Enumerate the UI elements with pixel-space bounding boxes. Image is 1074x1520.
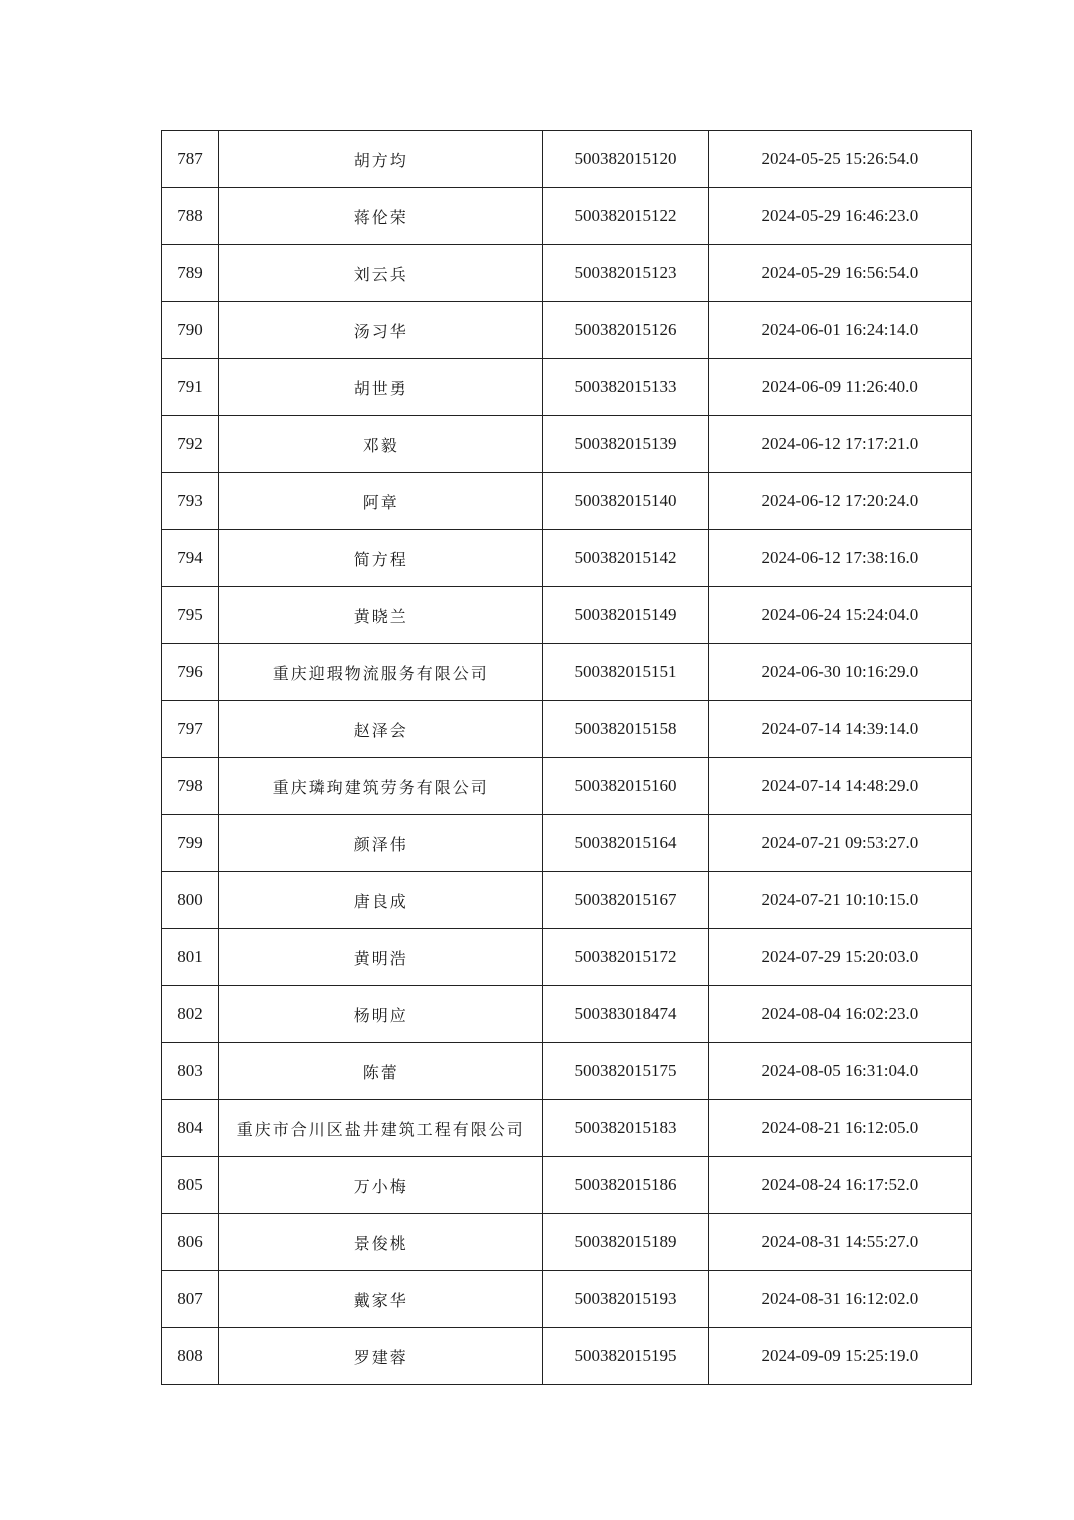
name-cell: 汤习华 — [219, 302, 543, 359]
name-cell: 陈蕾 — [219, 1043, 543, 1100]
row-number-cell: 791 — [162, 359, 219, 416]
code-cell: 500382015167 — [543, 872, 708, 929]
table-row — [162, 530, 972, 587]
code-cell: 500382015140 — [543, 473, 708, 530]
row-number-cell: 793 — [162, 473, 219, 530]
table-row — [162, 872, 972, 929]
row-number-cell: 796 — [162, 644, 219, 701]
table-row — [162, 359, 972, 416]
code-cell: 500382015122 — [543, 188, 708, 245]
code-cell: 500382015139 — [543, 416, 708, 473]
timestamp-cell: 2024-06-24 15:24:04.0 — [708, 587, 971, 644]
table-row — [162, 1100, 972, 1157]
table-row — [162, 701, 972, 758]
table-row — [162, 986, 972, 1043]
code-cell: 500382015183 — [543, 1100, 708, 1157]
timestamp-cell: 2024-06-12 17:17:21.0 — [708, 416, 971, 473]
row-number-cell: 797 — [162, 701, 219, 758]
row-number-cell: 806 — [162, 1214, 219, 1271]
table-row — [162, 131, 972, 188]
name-cell: 景俊桃 — [219, 1214, 543, 1271]
code-cell: 500382015123 — [543, 245, 708, 302]
timestamp-cell: 2024-08-24 16:17:52.0 — [708, 1157, 971, 1214]
name-cell: 重庆市合川区盐井建筑工程有限公司 — [219, 1100, 543, 1157]
name-cell: 重庆迎瑕物流服务有限公司 — [219, 644, 543, 701]
name-cell: 赵泽会 — [219, 701, 543, 758]
timestamp-cell: 2024-06-09 11:26:40.0 — [708, 359, 971, 416]
name-cell: 罗建蓉 — [219, 1328, 543, 1385]
name-cell: 杨明应 — [219, 986, 543, 1043]
code-cell: 500382015193 — [543, 1271, 708, 1328]
row-number-cell: 798 — [162, 758, 219, 815]
row-number-cell: 805 — [162, 1157, 219, 1214]
table-row — [162, 1157, 972, 1214]
name-cell: 戴家华 — [219, 1271, 543, 1328]
row-number-cell: 790 — [162, 302, 219, 359]
timestamp-cell: 2024-07-29 15:20:03.0 — [708, 929, 971, 986]
table-row — [162, 1043, 972, 1100]
registry-table-body — [162, 131, 972, 1385]
row-number-cell: 803 — [162, 1043, 219, 1100]
timestamp-cell: 2024-09-09 15:25:19.0 — [708, 1328, 971, 1385]
row-number-cell: 799 — [162, 815, 219, 872]
row-number-cell: 787 — [162, 131, 219, 188]
name-cell: 黄明浩 — [219, 929, 543, 986]
row-number-cell: 788 — [162, 188, 219, 245]
row-number-cell: 795 — [162, 587, 219, 644]
code-cell: 500382015195 — [543, 1328, 708, 1385]
code-cell: 500382015186 — [543, 1157, 708, 1214]
code-cell: 500382015172 — [543, 929, 708, 986]
name-cell: 胡方均 — [219, 131, 543, 188]
timestamp-cell: 2024-05-29 16:46:23.0 — [708, 188, 971, 245]
table-row — [162, 245, 972, 302]
code-cell: 500382015175 — [543, 1043, 708, 1100]
code-cell: 500383018474 — [543, 986, 708, 1043]
name-cell: 简方程 — [219, 530, 543, 587]
code-cell: 500382015126 — [543, 302, 708, 359]
timestamp-cell: 2024-07-21 10:10:15.0 — [708, 872, 971, 929]
timestamp-cell: 2024-06-12 17:38:16.0 — [708, 530, 971, 587]
name-cell: 唐良成 — [219, 872, 543, 929]
timestamp-cell: 2024-07-14 14:39:14.0 — [708, 701, 971, 758]
timestamp-cell: 2024-06-30 10:16:29.0 — [708, 644, 971, 701]
row-number-cell: 807 — [162, 1271, 219, 1328]
timestamp-cell: 2024-07-21 09:53:27.0 — [708, 815, 971, 872]
row-number-cell: 801 — [162, 929, 219, 986]
timestamp-cell: 2024-08-31 14:55:27.0 — [708, 1214, 971, 1271]
table-row — [162, 758, 972, 815]
table-row — [162, 416, 972, 473]
row-number-cell: 802 — [162, 986, 219, 1043]
row-number-cell: 789 — [162, 245, 219, 302]
name-cell: 阿章 — [219, 473, 543, 530]
row-number-cell: 800 — [162, 872, 219, 929]
timestamp-cell: 2024-08-21 16:12:05.0 — [708, 1100, 971, 1157]
row-number-cell: 804 — [162, 1100, 219, 1157]
table-row — [162, 302, 972, 359]
name-cell: 邓毅 — [219, 416, 543, 473]
name-cell: 刘云兵 — [219, 245, 543, 302]
registry-table — [161, 130, 972, 1385]
timestamp-cell: 2024-05-29 16:56:54.0 — [708, 245, 971, 302]
table-row — [162, 473, 972, 530]
code-cell: 500382015158 — [543, 701, 708, 758]
name-cell: 万小梅 — [219, 1157, 543, 1214]
name-cell: 重庆璘珣建筑劳务有限公司 — [219, 758, 543, 815]
table-row — [162, 1271, 972, 1328]
table-row — [162, 587, 972, 644]
code-cell: 500382015149 — [543, 587, 708, 644]
row-number-cell: 792 — [162, 416, 219, 473]
row-number-cell: 794 — [162, 530, 219, 587]
name-cell: 胡世勇 — [219, 359, 543, 416]
code-cell: 500382015164 — [543, 815, 708, 872]
row-number-cell: 808 — [162, 1328, 219, 1385]
timestamp-cell: 2024-07-14 14:48:29.0 — [708, 758, 971, 815]
timestamp-cell: 2024-08-04 16:02:23.0 — [708, 986, 971, 1043]
timestamp-cell: 2024-06-01 16:24:14.0 — [708, 302, 971, 359]
code-cell: 500382015133 — [543, 359, 708, 416]
timestamp-cell: 2024-06-12 17:20:24.0 — [708, 473, 971, 530]
code-cell: 500382015151 — [543, 644, 708, 701]
table-row — [162, 929, 972, 986]
code-cell: 500382015189 — [543, 1214, 708, 1271]
table-row — [162, 1328, 972, 1385]
name-cell: 黄晓兰 — [219, 587, 543, 644]
name-cell: 颜泽伟 — [219, 815, 543, 872]
table-row — [162, 644, 972, 701]
timestamp-cell: 2024-08-31 16:12:02.0 — [708, 1271, 971, 1328]
name-cell: 蒋伦荣 — [219, 188, 543, 245]
code-cell: 500382015142 — [543, 530, 708, 587]
table-row — [162, 1214, 972, 1271]
table-row — [162, 188, 972, 245]
code-cell: 500382015120 — [543, 131, 708, 188]
code-cell: 500382015160 — [543, 758, 708, 815]
timestamp-cell: 2024-08-05 16:31:04.0 — [708, 1043, 971, 1100]
timestamp-cell: 2024-05-25 15:26:54.0 — [708, 131, 971, 188]
table-row — [162, 815, 972, 872]
